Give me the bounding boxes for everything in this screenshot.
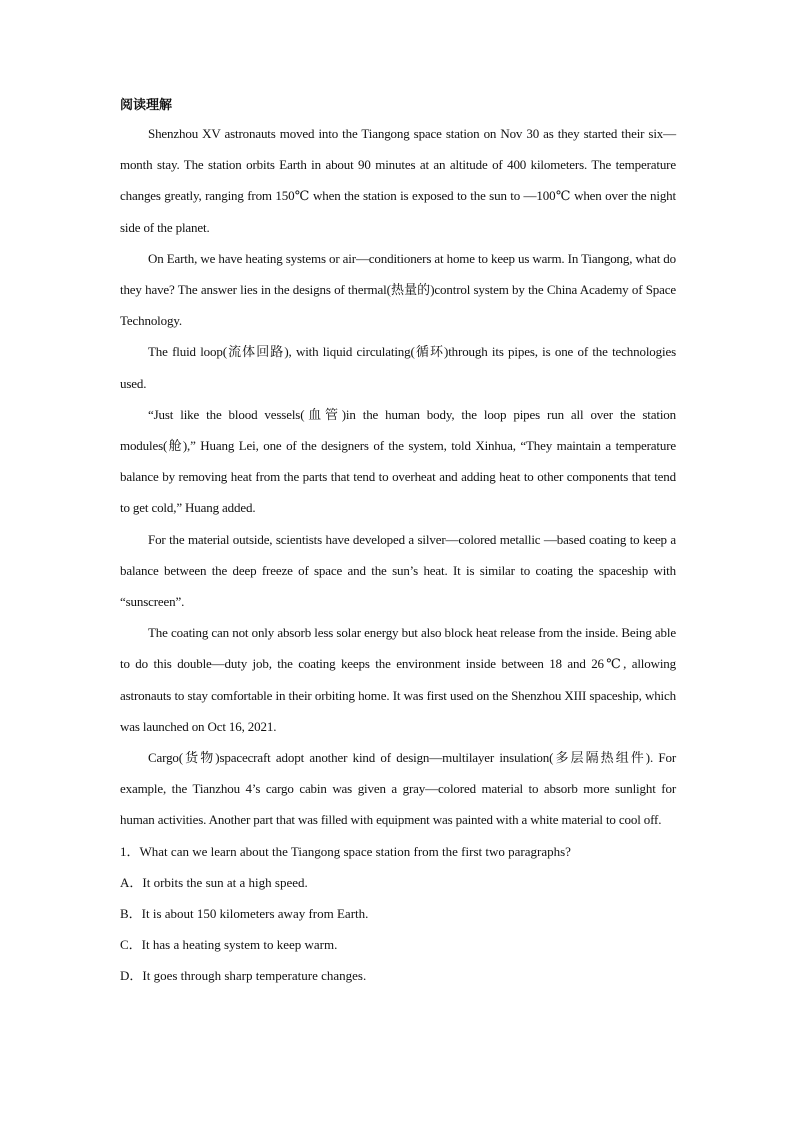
section-heading: 阅读理解: [120, 98, 173, 113]
document-page: [120, 94, 676, 992]
paragraph-4: “Just like the blood vessels(血管)in the human body, the loop pipes run all over the station modules(舱),” Huang Lei, one of the designers of the system, told Xinhua, “They maintain a temperature balance by removing heat from the parts that tend to overheat and adding heat to other components that tend to get cold,” Huang added.: [120, 406, 676, 516]
paragraph-1: Shenzhou XV astronauts moved into the Tiangong space station on Nov 30 as they started their six—month stay. The station orbits Earth in about 90 minutes at an altitude of 400 kilometers. The temperature changes greatly, ranging from 150℃ when the station is exposed to the sun to —100℃ when over the night side of the planet.: [120, 126, 676, 235]
option-text: It orbits the sun at a high speed.: [142, 874, 308, 890]
option-text: It has a heating system to keep warm.: [141, 937, 338, 953]
option-b: [120, 898, 676, 929]
option-letter: B．: [120, 906, 142, 922]
option-letter: A．: [120, 874, 143, 890]
option-text: It is about 150 kilometers away from Earth.: [141, 906, 369, 922]
option-letter: C．: [120, 937, 142, 953]
question-text: What can we learn about the Tiangong space station from the first two paragraphs?: [139, 843, 571, 859]
paragraph-2: On Earth, we have heating systems or air—conditioners at home to keep us warm. In Tiangong, what do they have? The answer lies in the designs of thermal(热量的)control system by the China Academy of Space Technology.: [120, 250, 676, 329]
paragraph-6: The coating can not only absorb less solar energy but also block heat release from the inside. Being able to do this double—duty job, the coating keeps the environment inside between 18 and 26℃, allowing astronauts to stay comfortable in their orbiting home. It was first used on the Shenzhou XIII spaceship, which was launched on Oct 16, 2021.: [120, 625, 676, 734]
option-letter: D．: [120, 968, 143, 984]
option-a: [120, 867, 676, 898]
option-text: It goes through sharp temperature changes.: [142, 968, 367, 984]
question-number: 1．: [120, 843, 140, 859]
option-c: [120, 929, 676, 960]
paragraph-3: The fluid loop(流体回路), with liquid circulating(循环)through its pipes, is one of the technologies used.: [120, 344, 676, 391]
paragraph-5: For the material outside, scientists have developed a silver—colored metallic —based coating to keep a balance between the deep freeze of space and the sun’s heat. It is similar to coating the spaceship with “sunscreen”.: [120, 531, 676, 610]
question-1: [120, 836, 676, 867]
option-d: [120, 960, 676, 991]
paragraph-7: Cargo(货物)spacecraft adopt another kind of design—multilayer insulation(多层隔热组件). For example, the Tianzhou 4’s cargo cabin was given a gray—colored material to absorb more sunlight for human activities. Another part that was filled with equipment was painted with a white material to cool off.: [120, 750, 676, 828]
